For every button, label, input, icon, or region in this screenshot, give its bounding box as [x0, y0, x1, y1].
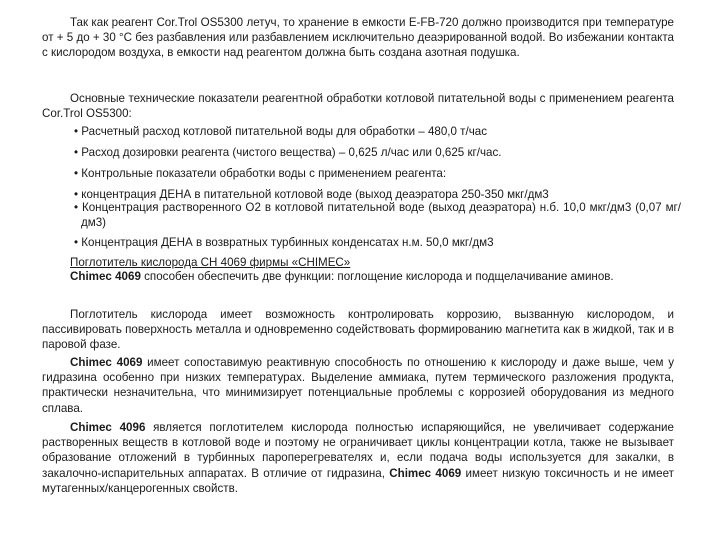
paragraph-text: является поглотителем кислорода полностью испаряющийся, не увеличивает содержание растворенных веществ в котловой воде и поэтому не ограничивает циклы концентрации котла, также не вызывает образование отложений в турбинных пароперегревателях и, если подача воды используется для закалки, в закалочно-испарительных аппаратах. В отличие от гидразина,: [42, 421, 674, 480]
product-name: Chimec 4069: [389, 466, 462, 480]
bullet-dissolved-oxygen: • Концентрация растворенного О2 в котловой питательной воде (выход деаэратора) н.б. 10,0 мкг/дм3 (0,07 мг/дм3): [74, 201, 681, 230]
paragraph-reactivity: [42, 355, 674, 416]
paragraph-storage: Так как реагент Cor.Trol OS5300 летуч, то хранение в емкости E-FB-720 должно производится при температуре от + 5 до + 30 °С без разбавления или разбавлением исключительно деаэрированной водой. Во избежании контакта с кислородом воздуха, в емкости над реагентом должна быть создана азотная подушка.: [42, 16, 674, 60]
product-name: Chimec 4069: [70, 356, 143, 369]
paragraph-text: способен обеспечить две функции: поглощение кислорода и подщелачивание аминов.: [140, 270, 614, 283]
bullet-dosing-rate: • Расход дозировки реагента (чистого вещества) – 0,625 л/час или 0,625 кг/час.: [74, 146, 502, 159]
product-name: Chimec 4069: [70, 270, 141, 283]
bullet-dena-condensate: • Концентрация ДЕНА в возвратных турбинных конденсатах н.м. 50,0 мкг/дм3: [74, 236, 494, 249]
paragraph-chimec-functions: [42, 269, 674, 284]
bullet-dena-feedwater: • концентрация ДЕНА в питательной котловой воде (выход деаэратора 250-350 мкг/дм3: [74, 188, 549, 201]
paragraph-text: имеет низкую токсичность и не имеет мутагенных/канцерогенных свойств.: [42, 466, 674, 495]
paragraph-corrosion-control: Поглотитель кислорода имеет возможность контролировать коррозию, вызванную кислородом, и пассивировать поверхность металла и одновременно содействовать формированию магнетита как в жидкой, так и в паровой фазе.: [42, 308, 674, 352]
bullet-feedwater-flow: • Расчетный расход котловой питательной воды для обработки – 480,0 т/час: [74, 125, 488, 138]
section-heading: Поглотитель кислорода CH 4069 фирмы «CHIMEC»: [70, 256, 351, 269]
bullet-control-indicators: • Контрольные показатели обработки воды с применением реагента:: [74, 167, 447, 180]
paragraph-text: имеет сопоставимую реактивную способность по отношению к кислороду и даже выше, чем у гидразина особенно при низких температурах. Выделение аммиака, путем термического разложения продукта, практически незначительна, что минимизирует потенциальные проблемы с коррозией оборудования из медного сплава.: [42, 356, 674, 415]
paragraph-volatility: [42, 420, 674, 496]
product-name: Chimec 4096: [70, 421, 146, 434]
paragraph-technical-indicators: Основные технические показатели реагентной обработки котловой питательной воды с применением реагента Cor.Trol OS5300:: [42, 92, 674, 121]
